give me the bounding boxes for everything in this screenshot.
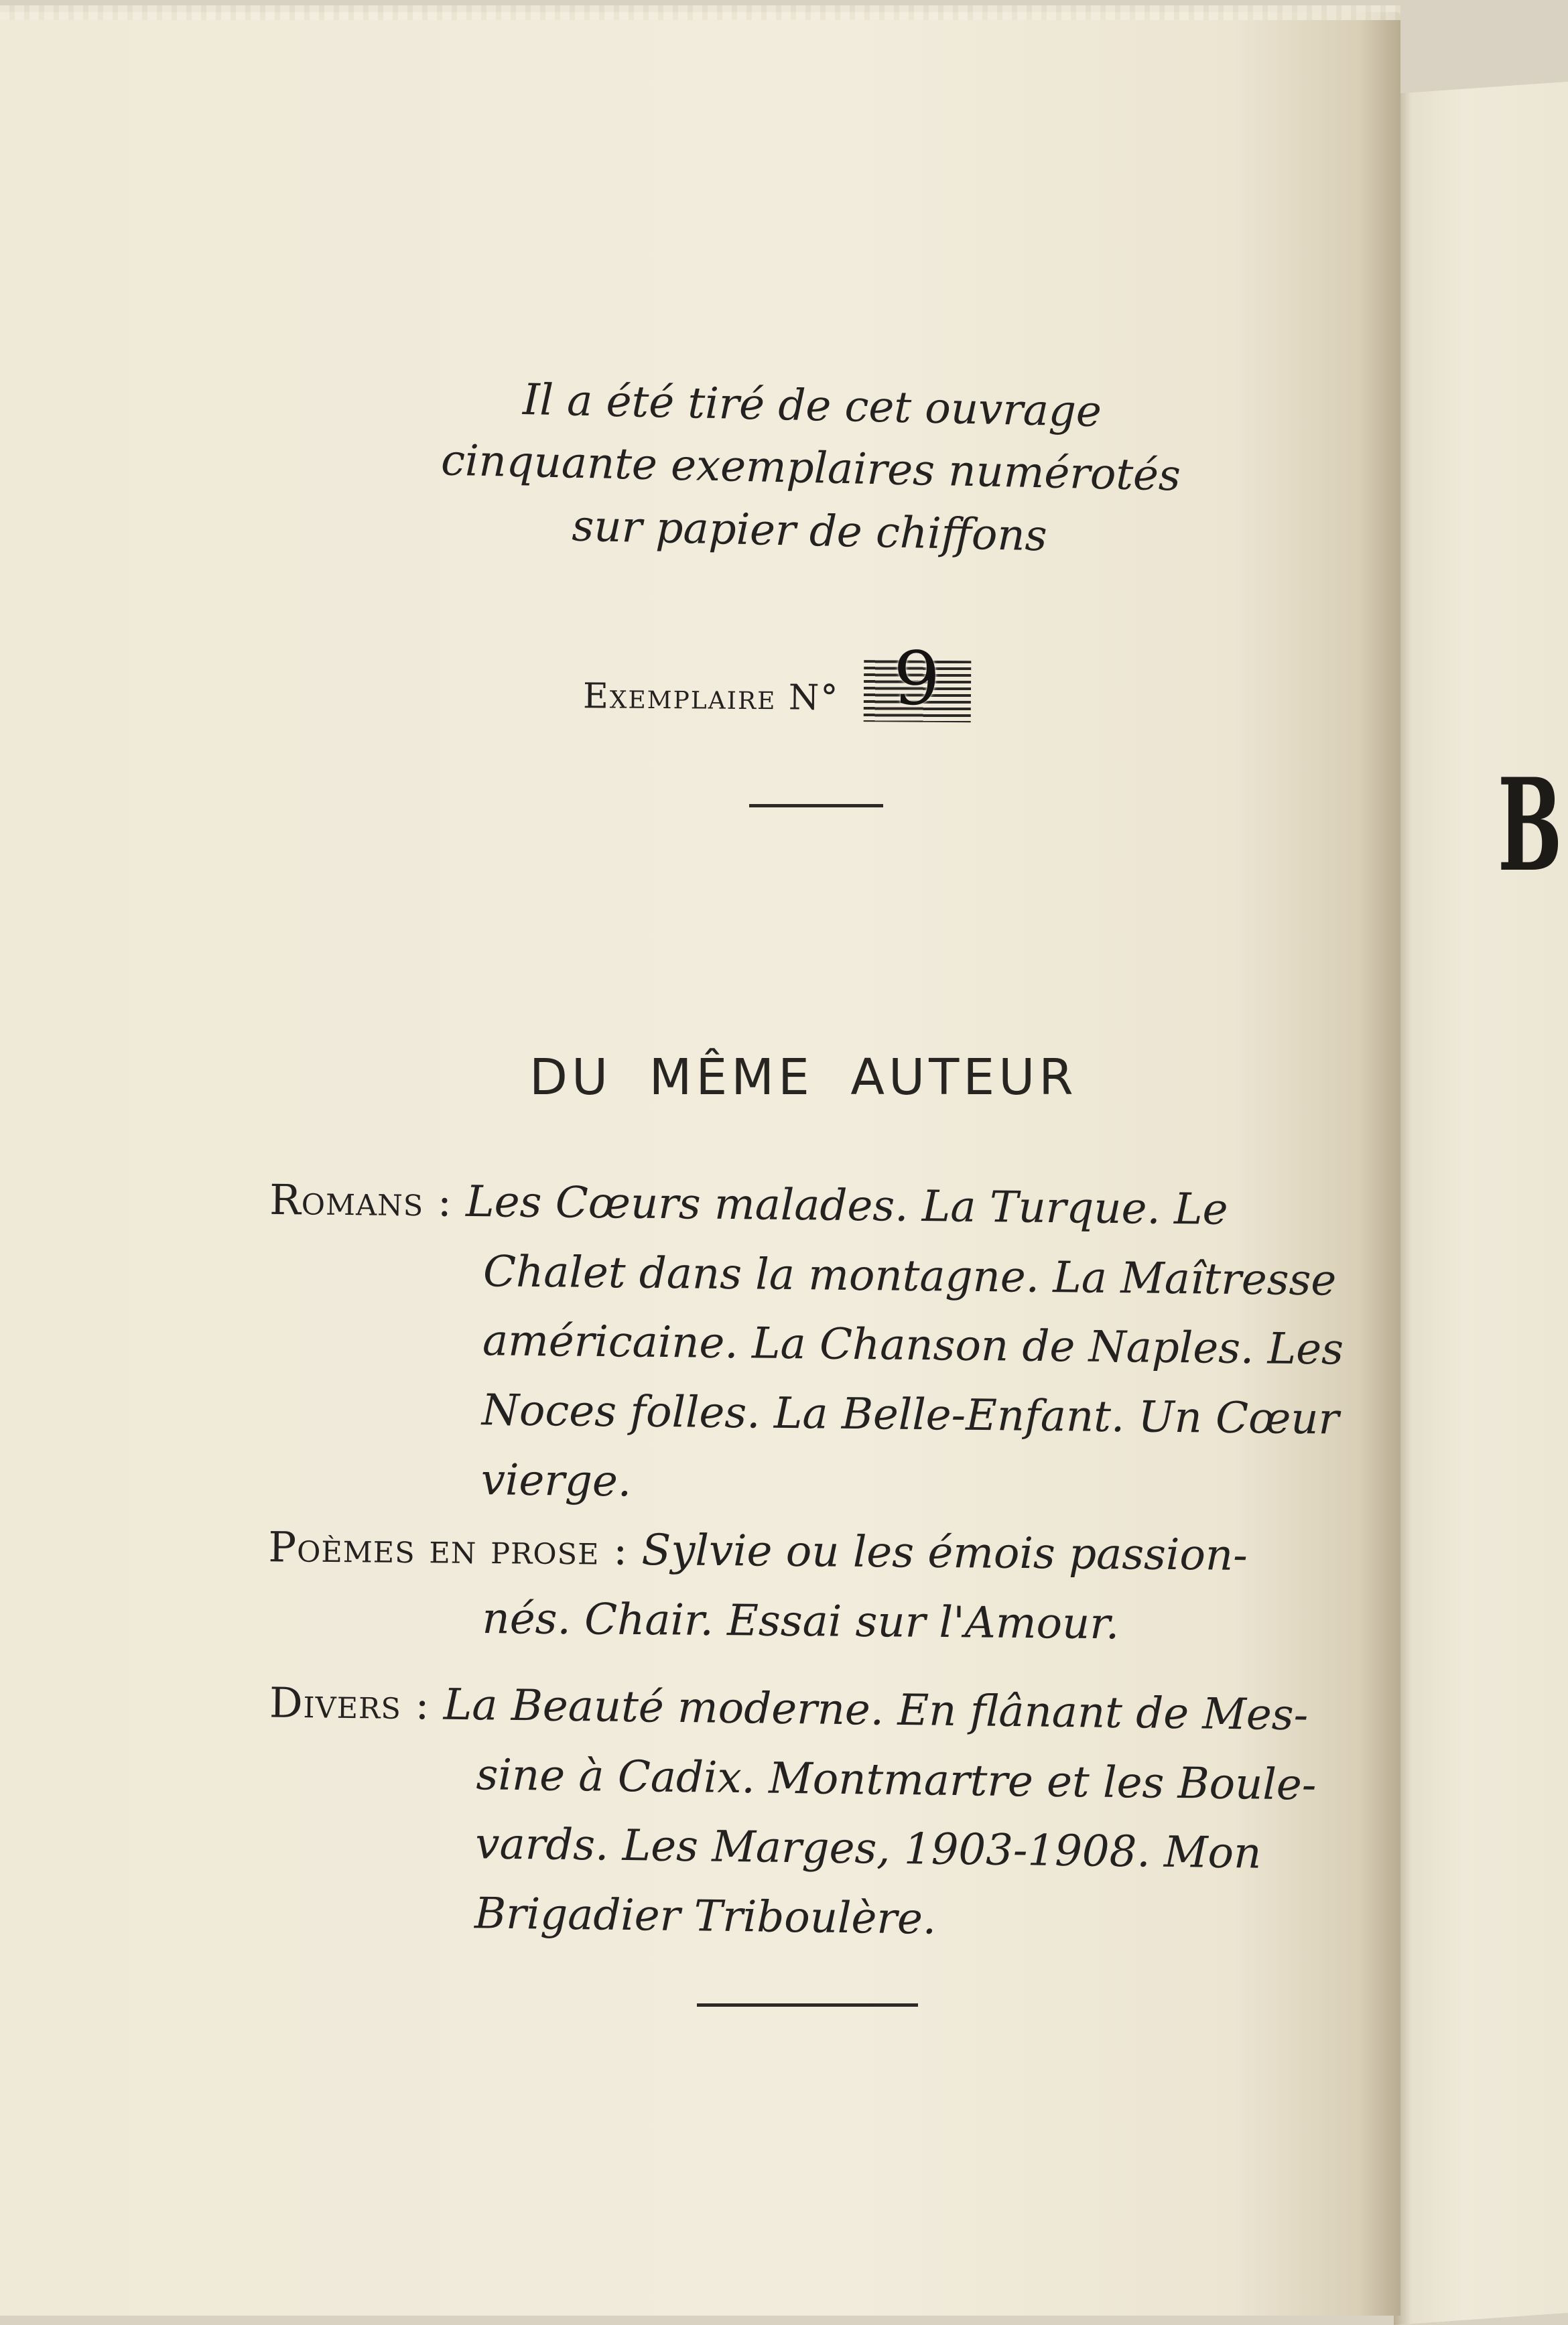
- limited-edition-notice: [373, 366, 1248, 572]
- copy-number-line: [582, 635, 1120, 724]
- romans-line: américaine. La Chanson de Naples. Les: [482, 1316, 1344, 1375]
- copy-no-label: N°: [788, 677, 840, 718]
- poemes-entry: [267, 1513, 1314, 1661]
- divider-rule: [749, 804, 883, 807]
- divers-entry: [267, 1668, 1315, 1959]
- poemes-line: Sylvie ou les émois passion-: [641, 1526, 1248, 1581]
- notice-line: Il a été tiré de cet ouvrage: [522, 375, 1102, 438]
- notice-line: cinquante exemplaires numérotés: [440, 436, 1181, 501]
- poemes-label: Poèmes en prose :: [268, 1522, 629, 1575]
- divers-line: Brigadier Triboulère.: [474, 1889, 937, 1944]
- copy-number: 9: [893, 635, 942, 722]
- right-page-letter: B: [1498, 750, 1563, 900]
- divers-line: La Beauté moderne. En flânant de Mes-: [443, 1680, 1309, 1741]
- section-title: DU MÊME AUTEUR: [529, 1049, 1077, 1106]
- divider-rule: [697, 2003, 918, 2007]
- romans-line: vierge.: [480, 1455, 632, 1507]
- divers-label: Divers :: [269, 1678, 430, 1729]
- romans-entry: [266, 1166, 1344, 1524]
- romans-line: Noces folles. La Belle-Enfant. Un Cœur: [481, 1386, 1340, 1445]
- right-page: [1394, 82, 1568, 2325]
- poemes-line: nés. Chair. Essai sur l'Amour.: [482, 1593, 1120, 1649]
- romans-line: Chalet dans la montagne. La Maîtresse: [482, 1246, 1337, 1306]
- copy-number-box: [864, 635, 972, 722]
- romans-line: Les Cœurs malades. La Turque. Le: [465, 1177, 1228, 1235]
- divers-line: vards. Les Marges, 1903-1908. Mon: [474, 1819, 1262, 1879]
- divers-line: sine à Cadix. Montmartre et les Boule-: [476, 1749, 1317, 1810]
- notice-line: sur papier de chiffons: [571, 501, 1048, 561]
- romans-label: Romans :: [269, 1175, 453, 1226]
- copy-label: Exemplaire: [582, 676, 777, 718]
